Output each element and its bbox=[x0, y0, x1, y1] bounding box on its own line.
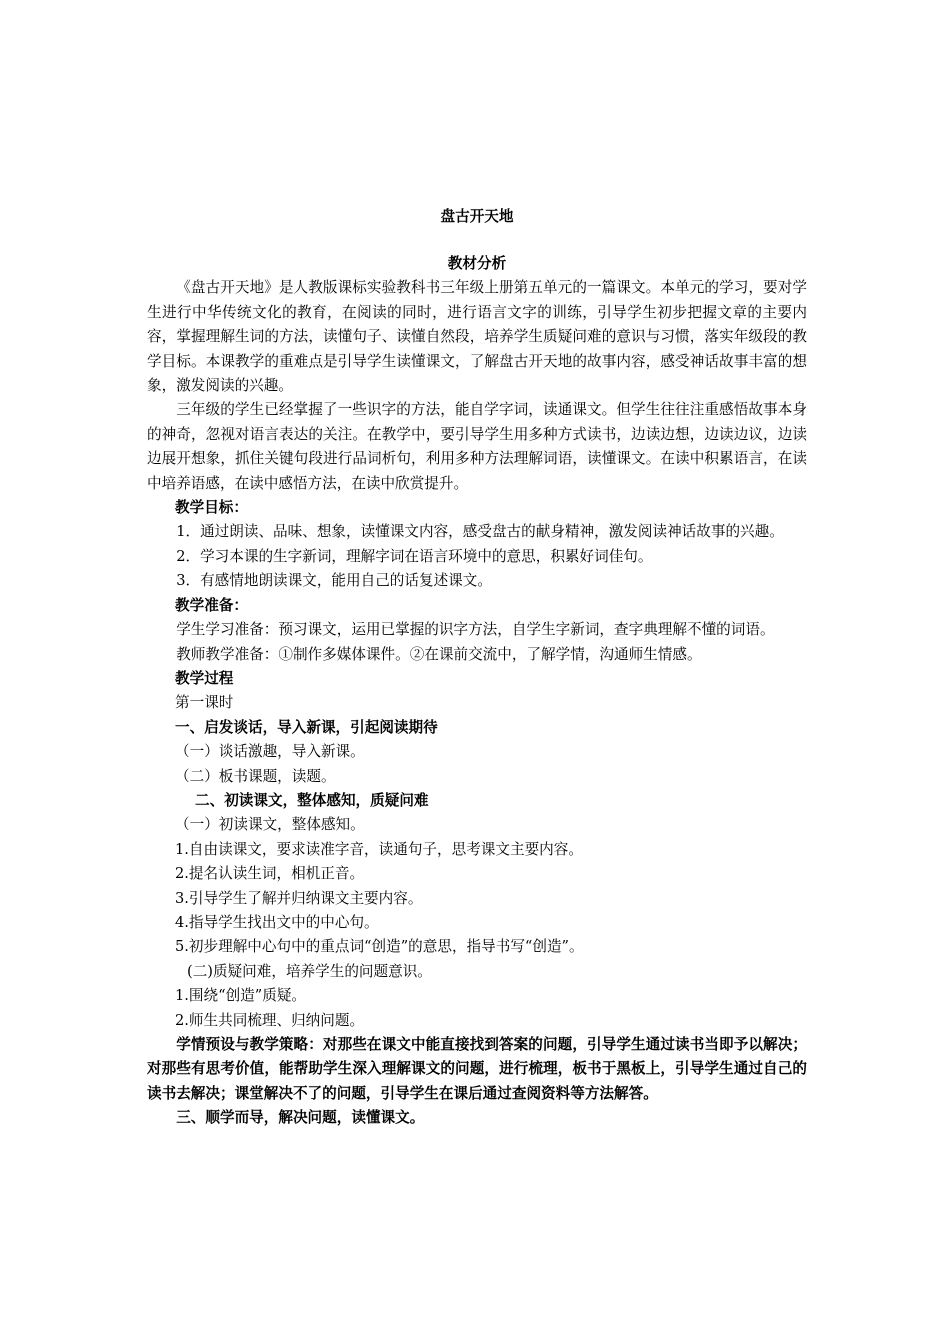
step-2-item-a-5: 5.初步理解中心句中的重点词“创造”的意思，指导书写“创造”。 bbox=[175, 938, 584, 956]
goal-item-1: 1．通过朗读、品味、想象，读懂课文内容，感受盘古的献身精神，激发阅读神话故事的兴趣。 bbox=[176, 523, 784, 541]
step-2-item-b-2: 2.师生共同梳理、归纳问题。 bbox=[175, 1011, 365, 1029]
prep-teacher: 教师教学准备：①制作多媒体课件。②在课前交流中，了解学情，沟通师生情感。 bbox=[176, 645, 702, 663]
document-page bbox=[147, 195, 807, 1131]
step-2-item-b-1: 1.围绕“创造”质疑。 bbox=[175, 987, 307, 1005]
goal-item-3: 3．有感情地朗读课文，能用自己的话复述课文。 bbox=[176, 572, 492, 590]
strategy-paragraph: 学情预设与教学策略：对那些在课文中能直接找到答案的问题，引导学生通过读书当即予以解决；对那些有思考价值，能帮助学生深入理解课文的问题，进行梳理，板书于黑板上，引导学生通过自己的读书去解决；课堂解决不了的问题，引导学生在课后通过查阅资料等方法解答。 bbox=[147, 1036, 807, 1102]
step-3-heading: 三、顺学而导，解决问题，读懂课文。 bbox=[176, 1109, 425, 1127]
prep-heading: 教学准备： bbox=[175, 596, 248, 614]
analysis-paragraph-2: 三年级的学生已经掌握了一些识字的方法，能自学字词，读通课文。但学生往往注重感悟故事本身的神奇，忽视对语言表达的关注。在教学中，要引导学生用多种方式读书，边读边想，边读边议，边读边展开想象，抓住关键句段进行品词析句，利用多种方法理解词语，读懂课文。在读中积累语言，在读中培养语感，在读中感悟方法，在读中欣赏提升。 bbox=[147, 401, 807, 492]
analysis-paragraph-1: 《盘古开天地》是人教版课标实验教科书三年级上册第五单元的一篇课文。本单元的学习，要对学生进行中华传统文化的教育，在阅读的同时，进行语言文字的训练，引导学生初步把握文章的主要内容，掌握理解生词的方法，读懂句子、读懂自然段，培养学生质疑问难的意识与习惯，落实年级段的教学目标。本课教学的重难点是引导学生读懂课文，了解盘古开天地的故事内容，感受神话故事丰富的想象，激发阅读的兴趣。 bbox=[147, 279, 807, 395]
step-2-item-a-4: 4.指导学生找出文中的中心句。 bbox=[175, 913, 379, 931]
step-2-item-a-2: 2.提名认读生词，相机正音。 bbox=[175, 865, 365, 883]
goal-item-2: 2．学习本课的生字新词，理解字词在语言环境中的意思，积累好词佳句。 bbox=[176, 547, 653, 565]
step-2-item-a: （一）初读课文，整体感知。 bbox=[175, 816, 365, 834]
step-2-item-a-3: 3.引导学生了解并归纳课文主要内容。 bbox=[175, 889, 423, 907]
step-1-item-b: （二）板书课题，读题。 bbox=[175, 767, 336, 785]
step-2-heading: 二、初读课文，整体感知，质疑问难 bbox=[195, 791, 429, 809]
step-1-item-a: （一）谈话激趣，导入新课。 bbox=[175, 743, 365, 761]
prep-student: 学生学习准备：预习课文，运用已掌握的识字方法，自学生字新词，查字典理解不懂的词语。 bbox=[176, 621, 775, 639]
step-2-item-a-1: 1.自由读课文，要求读准字音，读通句子，思考课文主要内容。 bbox=[175, 840, 583, 858]
step-1-heading: 一、启发谈话，导入新课，引起阅读期待 bbox=[175, 718, 438, 736]
goals-heading: 教学目标： bbox=[175, 499, 248, 517]
lesson-label: 第一课时 bbox=[175, 694, 234, 712]
process-heading: 教学过程 bbox=[175, 669, 234, 687]
document-title: 盘古开天地 bbox=[440, 208, 514, 225]
analysis-heading: 教材分析 bbox=[447, 255, 507, 272]
step-2-item-b: (二)质疑问难，培养学生的问题意识。 bbox=[187, 962, 432, 980]
